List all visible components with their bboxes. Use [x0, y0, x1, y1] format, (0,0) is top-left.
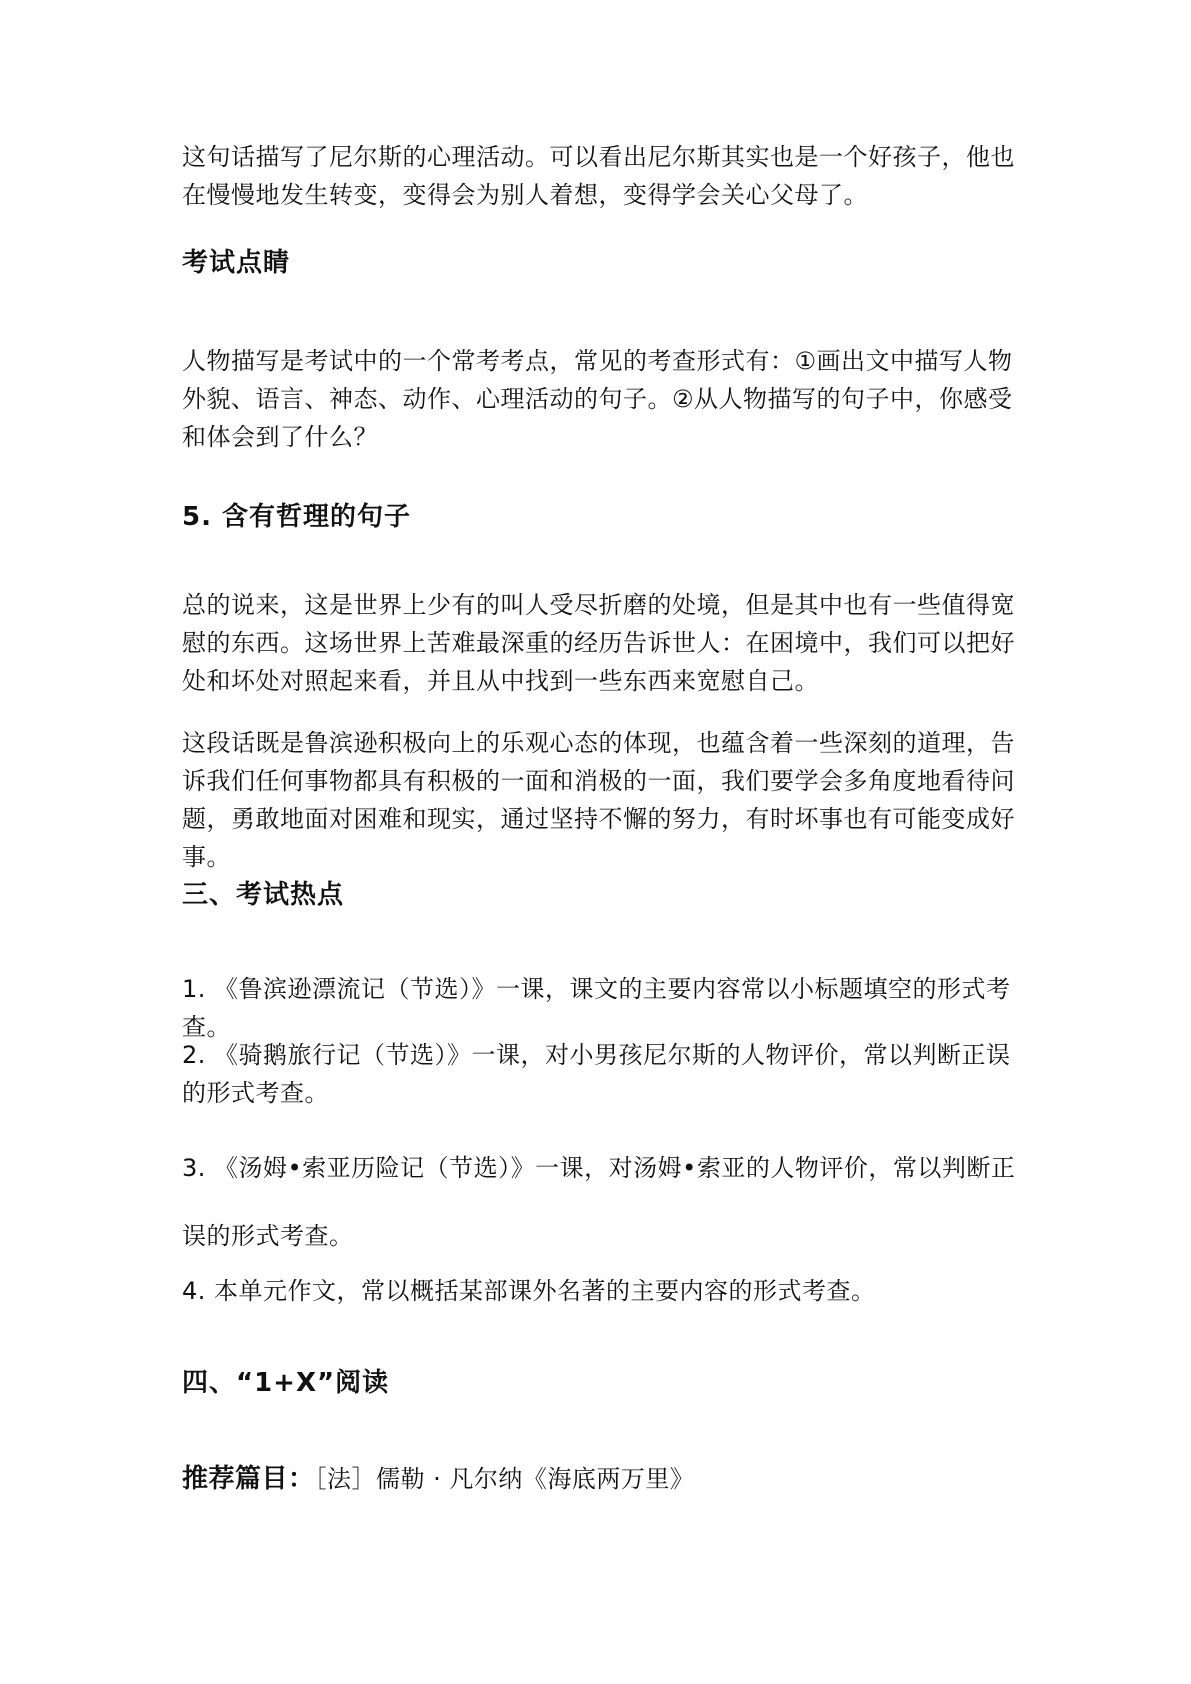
list-item-3: 3. 《汤姆•索亚历险记（节选）》一课，对汤姆•索亚的人物评价，常以判断正误的形式考查。: [182, 1154, 1016, 1250]
heading-exam-hotspots: 三、考试热点: [182, 880, 345, 910]
recommended-reading: [182, 1460, 1022, 1498]
paragraph-quote-robinson: 总的说来，这是世界上少有的叫人受尽折磨的处境，但是其中也有一些值得宽慰的东西。这场世界上苦难最深重的经历告诉世人：在困境中，我们可以把好处和坏处对照起来看，并且从中找到一些东西来宽慰自己。: [182, 591, 1015, 695]
paragraph-character-description: 人物描写是考试中的一个常考考点，常见的考查形式有：①画出文中描写人物外貌、语言、神态、动作、心理活动的句子。②从人物描写的句子中，你感受和体会到了什么？: [182, 347, 1013, 451]
heading-philosophical-sentences: 5. 含有哲理的句子: [182, 502, 412, 532]
paragraph-nils-psychology: 这句话描写了尼尔斯的心理活动。可以看出尼尔斯其实也是一个好孩子，他也在慢慢地发生转变，变得会为别人着想，变得学会关心父母了。: [182, 143, 1015, 209]
paragraph-robinson-analysis: 这段话既是鲁滨逊积极向上的乐观心态的体现，也蕴含着一些深刻的道理，告诉我们任何事物都具有积极的一面和消极的一面，我们要学会多角度地看待问题，勇敢地面对困难和现实，通过坚持不懈的努力，有时坏事也有可能变成好事。: [182, 729, 1015, 871]
recommended-title: ［法］儒勒 · 凡尔纳《海底两万里》: [314, 1465, 695, 1493]
list-item-1: 1. 《鲁滨逊漂流记（节选）》一课，课文的主要内容常以小标题填空的形式考查。: [182, 975, 1011, 1041]
recommended-label: 推荐篇目：: [182, 1464, 315, 1494]
list-item-2: 2. 《骑鹅旅行记（节选）》一课，对小男孩尼尔斯的人物评价，常以判断正误的形式考查。: [182, 1041, 1011, 1107]
heading-1x-reading: 四、“1+X”阅读: [182, 1368, 390, 1398]
list-item-4: 4. 本单元作文，常以概括某部课外名著的主要内容的形式考查。: [182, 1277, 876, 1305]
heading-exam-highlight: 考试点睛: [182, 248, 291, 278]
